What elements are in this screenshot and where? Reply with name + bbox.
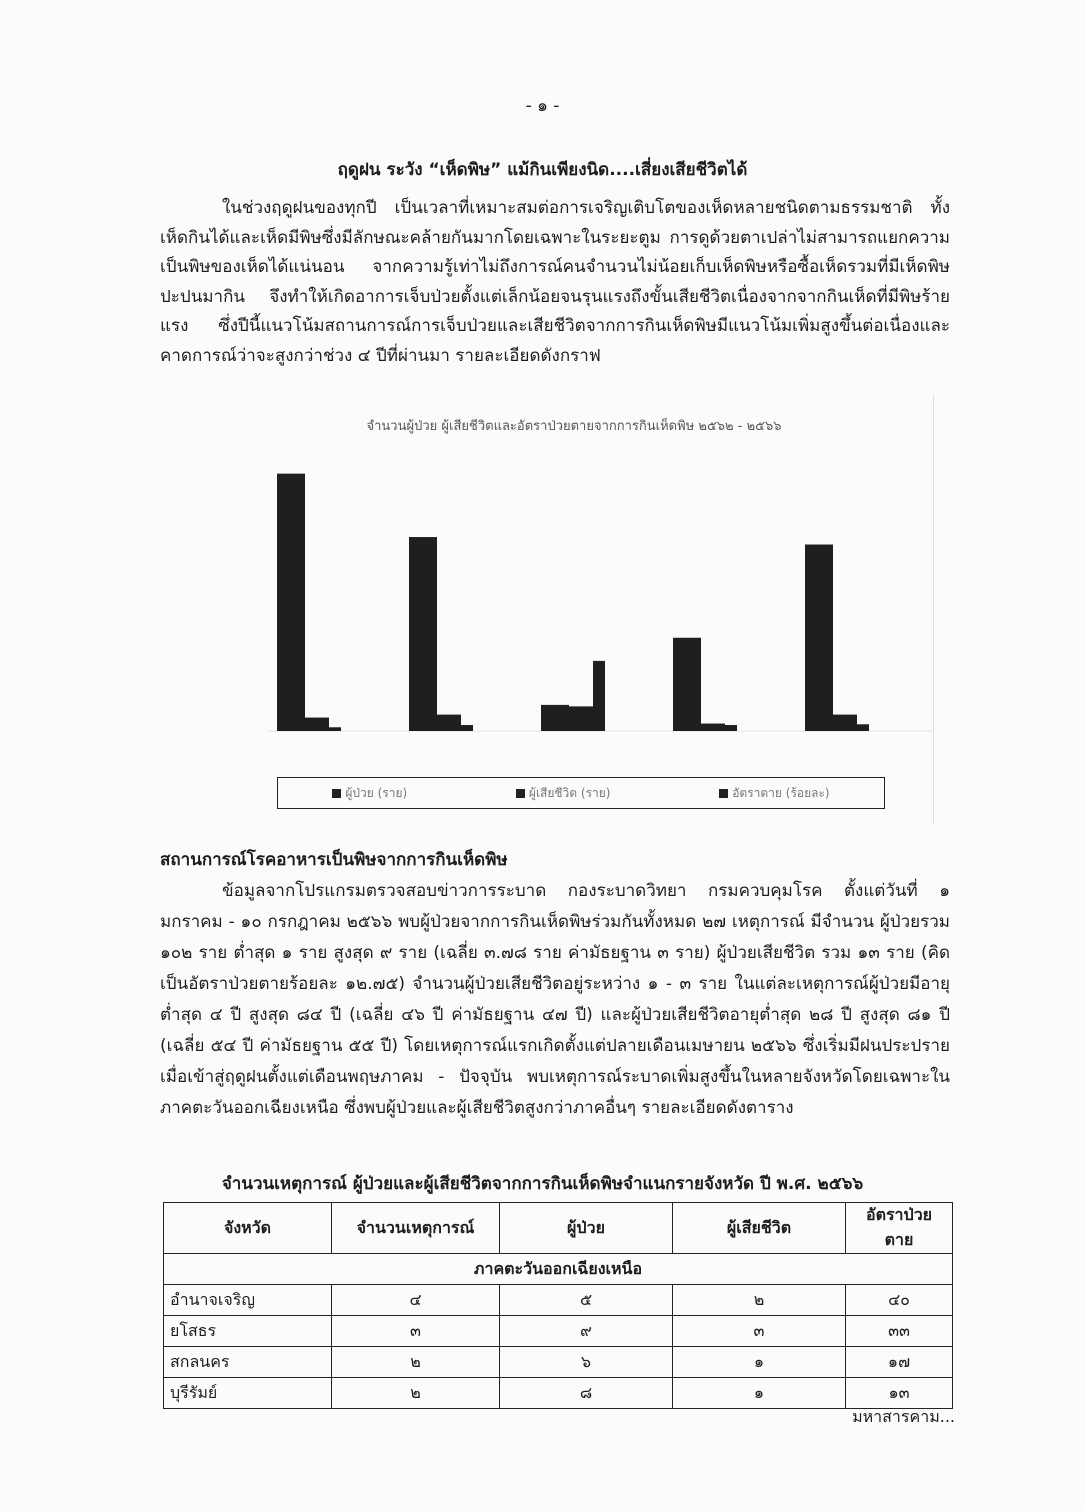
bar-series-2-cat-3 [569, 706, 593, 731]
bar-series-1-cat-2 [409, 537, 437, 731]
legend-swatch [516, 789, 525, 798]
bar-series-3-cat-3 [593, 661, 605, 731]
intro-paragraph: ในช่วงฤดูฝนของทุกปี เป็นเวลาที่เหมาะสมต่อการเจริญเติบโตของเห็ดหลายชนิดตามธรรมชาติ ทั้งเห็ดกินได้และเห็ดมีพิษซึ่งมีลักษณะคล้ายกันมากโดยเฉพาะในระยะตูม การดูด้วยตาเปล่าไม่สามารถแยกความเป็นพิษของเห็ดได้แน่นอน จากความรู้เท่าไม่ถึงการณ์คนจำนวนไม่น้อยเก็บเห็ดพิษหรือซื้อเห็ดรวมที่มีเห็ดพิษปะปนมากิน จึงทำให้เกิดอาการเจ็บป่วยตั้งแต่เล็กน้อยจนรุนแรงถึงขั้นเสียชีวิตเนื่องจากจากกินเห็ดที่มีพิษร้ายแรง ซึ่งปีนี้แนวโน้มสถานการณ์การเจ็บป่วยและเสียชีวิตจากการกินเห็ดพิษมีแนวโน้มเพิ่มสูงขึ้นต่อเนื่องและคาดการณ์ว่าจะสูงกว่าช่วง ๔ ปีที่ผ่านมา รายละเอียดดังกราฟ [160, 198, 950, 366]
table-row [164, 1316, 953, 1347]
cell-events: ๒ [332, 1378, 500, 1409]
chart [215, 395, 934, 825]
continuation-note: มหาสารคาม... [852, 1407, 955, 1426]
legend-item-deaths [516, 784, 611, 803]
legend-label: ผู้ป่วย (ราย) [345, 785, 408, 800]
bar-series-1-cat-4 [673, 638, 701, 731]
cell-events: ๔ [332, 1285, 500, 1316]
cell-province: สกลนคร [164, 1347, 332, 1378]
cell-events: ๓ [332, 1316, 500, 1347]
cell-province: ยโสธร [164, 1316, 332, 1347]
region-row [164, 1254, 953, 1285]
bar-series-2-cat-4 [701, 724, 725, 731]
legend-item-patients [332, 784, 407, 803]
header-fatality-rate: อัตราป่วยตาย [846, 1203, 953, 1254]
bar-series-2-cat-1 [305, 718, 329, 731]
cell-patients: ๖ [500, 1347, 673, 1378]
header-deaths: ผู้เสียชีวิต [673, 1203, 846, 1254]
table-row [164, 1285, 953, 1316]
bar-series-1-cat-5 [805, 545, 833, 731]
cell-deaths: ๒ [673, 1285, 846, 1316]
cell-patients: ๙ [500, 1316, 673, 1347]
legend-item-fatality-rate [719, 784, 829, 803]
table-title: จำนวนเหตุการณ์ ผู้ป่วยและผู้เสียชีวิตจากการกินเห็ดพิษจำแนกรายจังหวัด ปี พ.ศ. ๒๕๖๖ [221, 1174, 864, 1194]
chart-title: จำนวนผู้ป่วย ผู้เสียชีวิตและอัตราป่วยตายจากการกินเห็ดพิษ ๒๕๖๒ - ๒๕๖๖ [366, 419, 782, 434]
cell-fatality-rate: ๑๗ [846, 1347, 953, 1378]
document-title: ฤดูฝน ระวัง “เห็ดพิษ” แม้กินเพียงนิด....เสี่ยงเสียชีวิตได้ [337, 160, 748, 180]
cell-province: บุรีรัมย์ [164, 1378, 332, 1409]
table-header-row [164, 1203, 953, 1254]
situation-paragraph: ข้อมูลจากโปรแกรมตรวจสอบข่าวการระบาด กองระบาดวิทยา กรมควบคุมโรค ตั้งแต่วันที่ ๑ มกราคม - ๑๐ กรกฎาคม ๒๕๖๖ พบผู้ป่วยจากการกินเห็ดพิษร่วมกันทั้งหมด ๒๗ เหตุการณ์ มีจำนวน ผู้ป่วยรวม ๑๐๒ ราย ต่ำสุด ๑ ราย สูงสุด ๙ ราย (เฉลี่ย ๓.๗๘ ราย ค่ามัธยฐาน ๓ ราย) ผู้ป่วยเสียชีวิต รวม ๑๓ ราย (คิดเป็นอัตราป่วยตายร้อยละ ๑๒.๗๕) จำนวนผู้ป่วยเสียชีวิตอยู่ระหว่าง ๑ - ๓ ราย ในแต่ละเหตุการณ์ผู้ป่วยมีอายุต่ำสุด ๔ ปี สูงสุด ๘๔ ปี (เฉลี่ย ๔๖ ปี ค่ามัธยฐาน ๔๗ ปี) และผู้ป่วยเสียชีวิตอายุต่ำสุด ๒๘ ปี สูงสุด ๘๑ ปี (เฉลี่ย ๕๔ ปี ค่ามัธยฐาน ๕๕ ปี) โดยเหตุการณ์แรกเกิดตั้งแต่ปลายเดือนเมษายน ๒๕๖๖ ซึ่งเริ่มมีฝนประปราย เมื่อเข้าสู่ฤดูฝนตั้งแต่เดือนพฤษภาคม - ปัจจุบัน พบเหตุการณ์ระบาดเพิ่มสูงขึ้นในหลายจังหวัดโดยเฉพาะในภาคตะวันออกเฉียงเหนือ ซึ่งพบผู้ป่วยและผู้เสียชีวิตสูงกว่าภาคอื่นๆ รายละเอียดดังตาราง [160, 881, 950, 1118]
province-table [163, 1202, 953, 1409]
cell-patients: ๘ [500, 1378, 673, 1409]
chart-legend [277, 777, 885, 809]
cell-deaths: ๑ [673, 1378, 846, 1409]
cell-fatality-rate: ๔๐ [846, 1285, 953, 1316]
region-label: ภาคตะวันออกเฉียงเหนือ [164, 1254, 953, 1285]
bar-series-1-cat-3 [541, 705, 569, 731]
bar-series-3-cat-2 [461, 725, 473, 731]
bar-series-2-cat-5 [833, 715, 857, 731]
header-patients: ผู้ป่วย [500, 1203, 673, 1254]
bar-series-3-cat-1 [329, 727, 341, 731]
cell-patients: ๕ [500, 1285, 673, 1316]
legend-label: อัตราตาย (ร้อยละ) [732, 785, 830, 800]
cell-events: ๒ [332, 1347, 500, 1378]
page-number: - ๑ - [525, 96, 560, 116]
cell-fatality-rate: ๑๓ [846, 1378, 953, 1409]
table-row [164, 1347, 953, 1378]
cell-deaths: ๑ [673, 1347, 846, 1378]
bar-series-2-cat-2 [437, 715, 461, 731]
cell-deaths: ๓ [673, 1316, 846, 1347]
legend-swatch [332, 789, 341, 798]
cell-fatality-rate: ๓๓ [846, 1316, 953, 1347]
chart-plot [215, 395, 933, 775]
header-province: จังหวัด [164, 1203, 332, 1254]
section-heading: สถานการณ์โรคอาหารเป็นพิษจากการกินเห็ดพิษ [160, 850, 508, 870]
cell-province: อำนาจเจริญ [164, 1285, 332, 1316]
bar-series-3-cat-5 [857, 724, 869, 731]
legend-swatch [719, 789, 728, 798]
table-row [164, 1378, 953, 1409]
header-events: จำนวนเหตุการณ์ [332, 1203, 500, 1254]
bar-series-3-cat-4 [725, 725, 737, 731]
bar-series-1-cat-1 [277, 474, 305, 731]
legend-label: ผู้เสียชีวิต (ราย) [528, 785, 611, 800]
